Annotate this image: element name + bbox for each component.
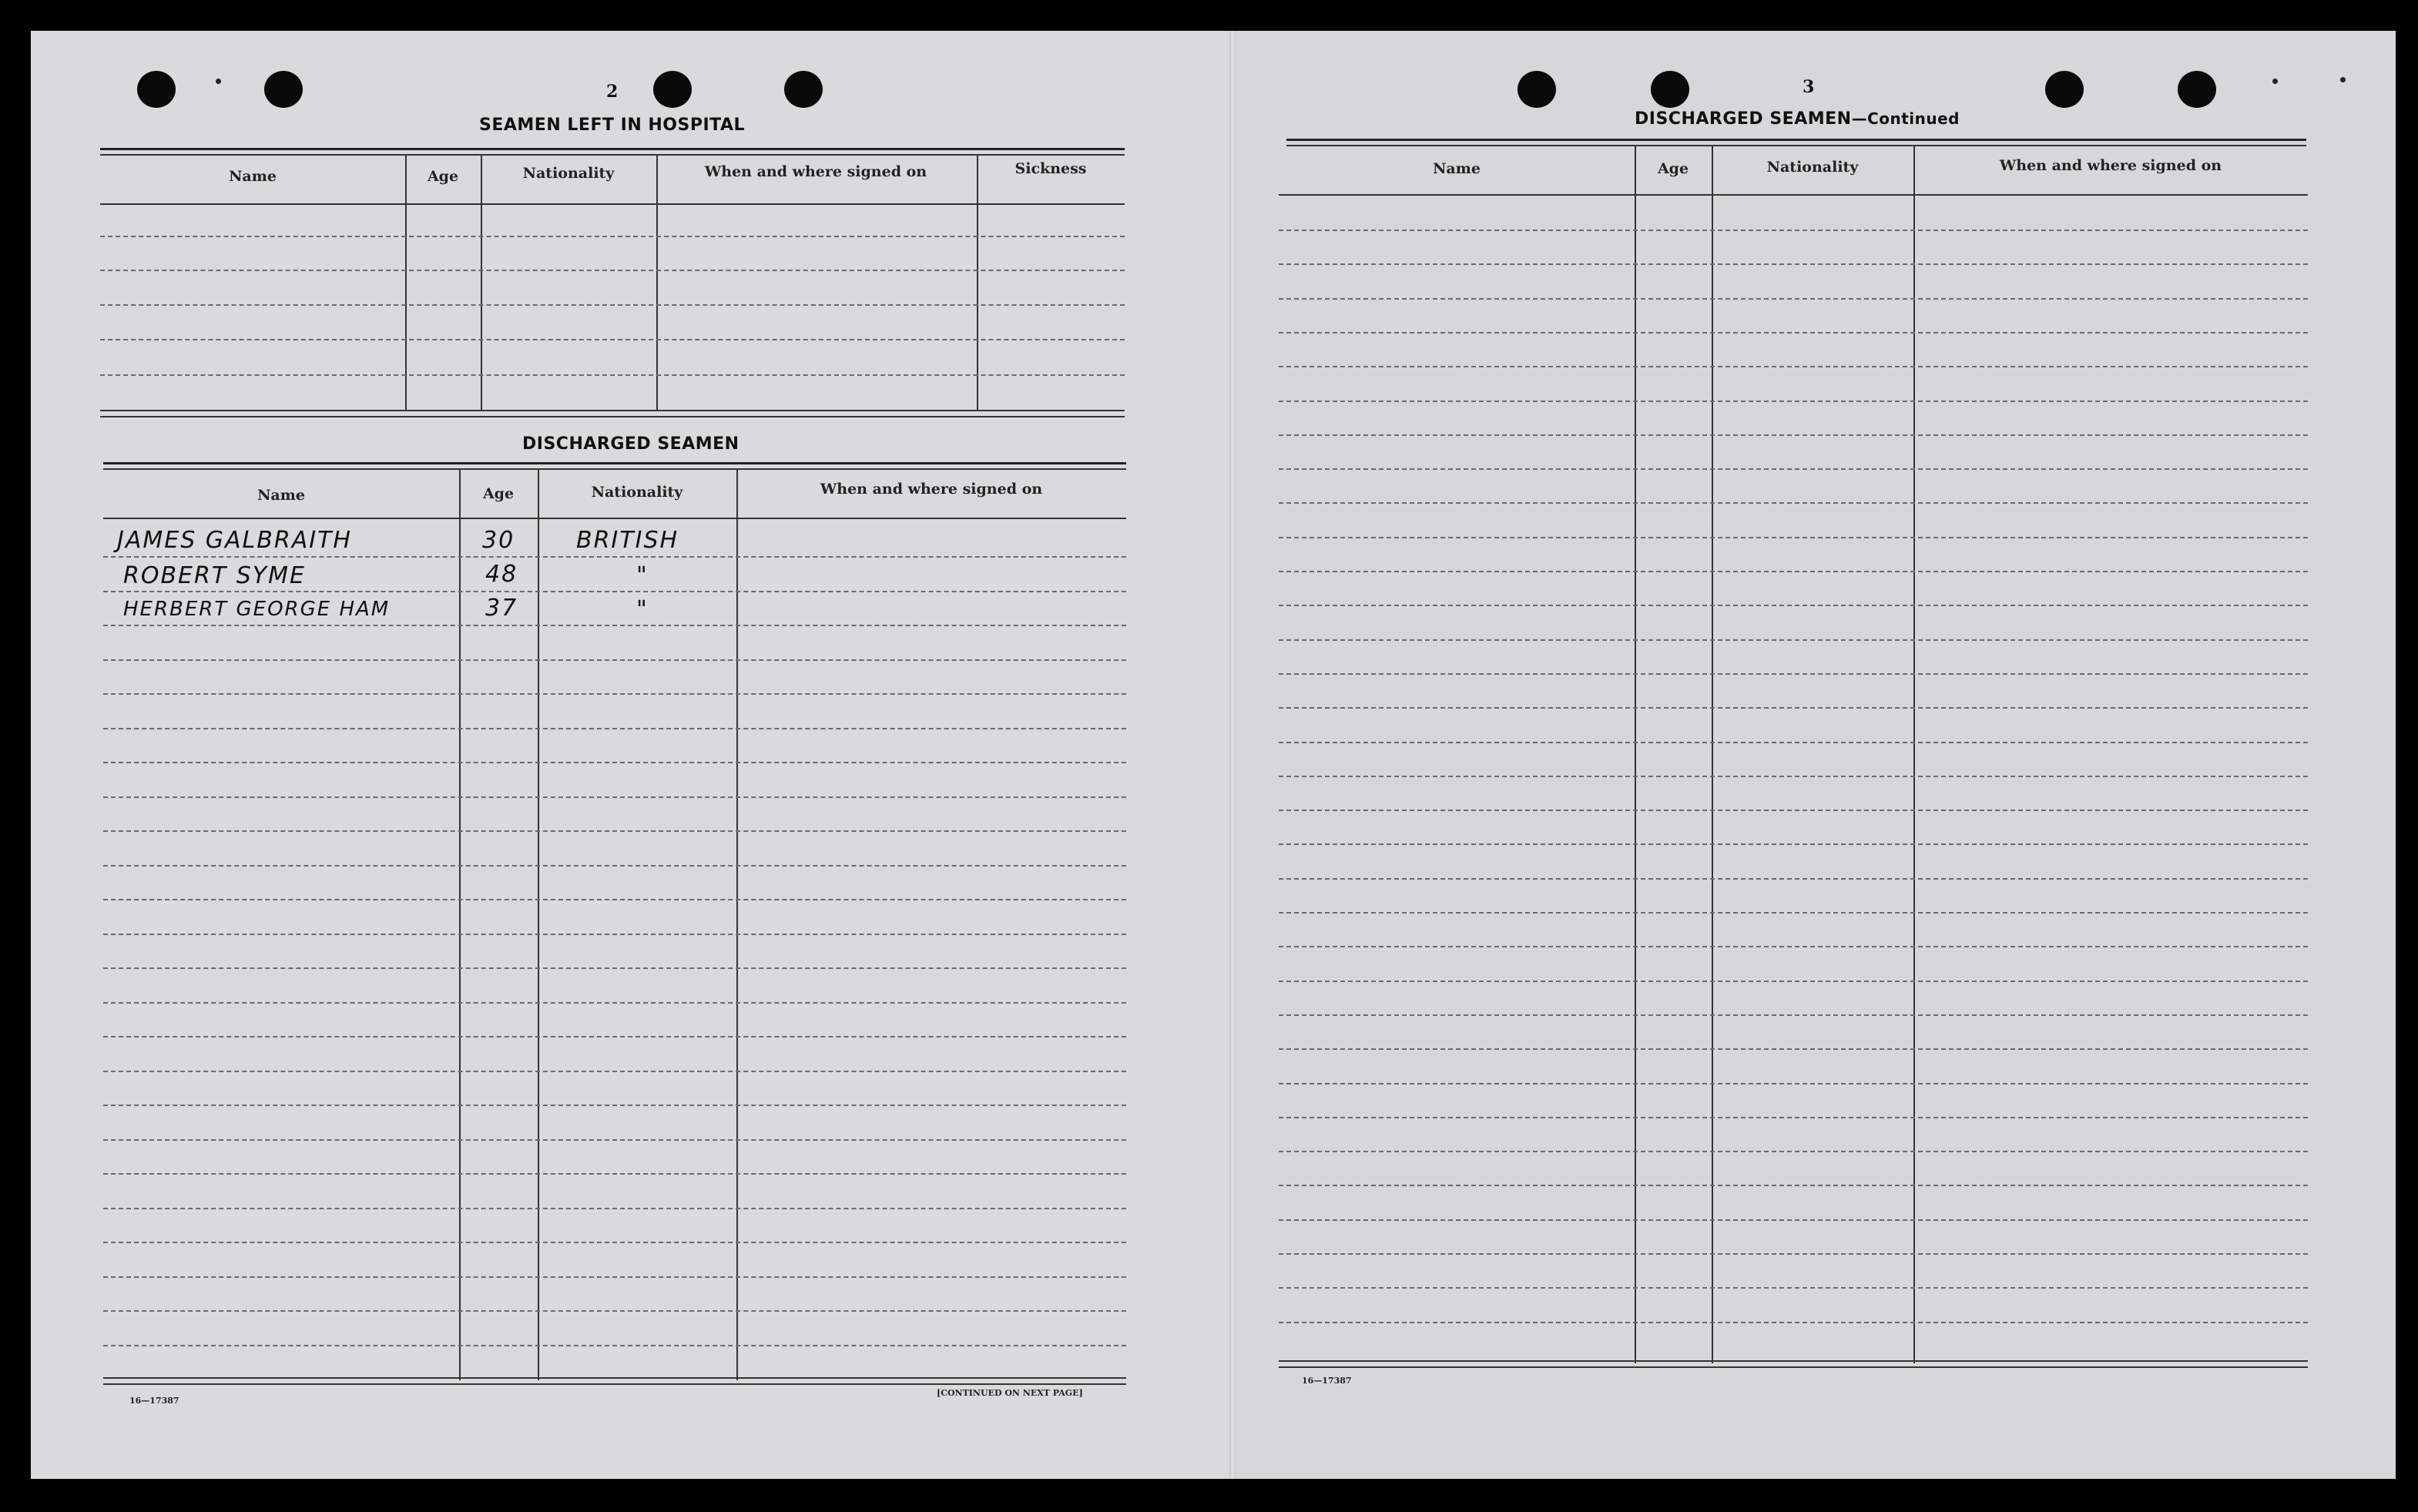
- form-row-line: [1279, 1117, 2308, 1118]
- form-row-line: [1279, 776, 2308, 777]
- page-number: 3: [1803, 77, 1815, 97]
- form-row-line: [1279, 263, 2308, 265]
- form-row-line: [1279, 434, 2308, 436]
- form-row-line: [1279, 878, 2308, 880]
- continued-note: [CONTINUED ON NEXT PAGE]: [937, 1388, 1083, 1398]
- punch-hole: [1651, 71, 1689, 108]
- hospital-bottom-rule: [100, 416, 1125, 417]
- form-row-line: [103, 934, 1126, 935]
- discharged-col-divider: [736, 468, 738, 1380]
- form-row-line: [103, 1345, 1126, 1346]
- discharged-col-signed-on: When and where signed on: [820, 481, 1043, 498]
- form-row-line: [103, 728, 1126, 729]
- speck: [2272, 79, 2278, 84]
- form-row-line: [103, 830, 1126, 832]
- hospital-col-divider: [656, 154, 658, 411]
- hospital-row-line: [100, 304, 1125, 306]
- form-row-line: [103, 1242, 1126, 1243]
- entry-age: 48: [485, 561, 518, 588]
- form-row-line: [103, 625, 1126, 626]
- entry-name: HERBERT GEORGE HAM: [123, 598, 391, 621]
- right-page: [1232, 31, 2396, 1479]
- form-row-line: [1279, 1287, 2308, 1289]
- form-row-line: [1279, 946, 2308, 947]
- form-row-line: [103, 1105, 1126, 1106]
- form-row-line: [1279, 1014, 2308, 1016]
- form-row-line: [103, 693, 1126, 695]
- form-bottom-rule: [1279, 1366, 2308, 1368]
- form-row-line: [103, 1208, 1126, 1209]
- form-row-line: [103, 865, 1126, 867]
- form-number: 16—17387: [129, 1396, 179, 1406]
- entry-nationality: BRITISH: [576, 527, 679, 554]
- entry-nationality: ": [636, 562, 649, 589]
- discharged-header-rule: [103, 518, 1126, 519]
- center-fold: [1229, 31, 1236, 1479]
- form-row-line: [1279, 230, 2308, 231]
- hospital-bottom-rule: [100, 410, 1125, 411]
- hospital-row-line: [100, 236, 1125, 237]
- page-number: 2: [606, 82, 619, 102]
- form-row-line: [103, 556, 1126, 558]
- right-col-divider: [1913, 145, 1915, 1363]
- right-header-rule: [1279, 194, 2308, 196]
- punch-hole: [1518, 71, 1556, 108]
- form-row-line: [1279, 1185, 2308, 1186]
- form-row-line: [1279, 401, 2308, 402]
- right-col-nationality: Nationality: [1766, 159, 1859, 176]
- hospital-top-rule: [100, 154, 1125, 156]
- form-row-line: [103, 967, 1126, 969]
- hospital-col-name: Name: [229, 168, 277, 185]
- form-bottom-rule: [1279, 1360, 2308, 1362]
- form-row-line: [1279, 981, 2308, 982]
- entry-age: 30: [482, 527, 515, 554]
- right-top-rule: [1286, 145, 2306, 146]
- entry-age: 37: [485, 595, 518, 622]
- hospital-col-divider: [977, 154, 978, 411]
- discharged-col-nationality: Nationality: [591, 484, 683, 501]
- discharged-col-divider: [459, 468, 461, 1380]
- form-row-line: [1279, 810, 2308, 811]
- hospital-col-signed-on: When and where signed on: [704, 163, 927, 180]
- form-bottom-rule: [103, 1383, 1126, 1385]
- form-row-line: [103, 1139, 1126, 1141]
- right-col-signed-on: When and where signed on: [1999, 157, 2222, 174]
- form-row-line: [1279, 468, 2308, 470]
- form-row-line: [1279, 673, 2308, 675]
- form-row-line: [1279, 502, 2308, 504]
- form-row-line: [1279, 537, 2308, 538]
- form-row-line: [1279, 1253, 2308, 1255]
- punch-hole: [137, 71, 176, 108]
- hospital-col-age: Age: [427, 168, 459, 185]
- punch-hole: [653, 71, 692, 108]
- form-row-line: [103, 762, 1126, 763]
- form-row-line: [1279, 1219, 2308, 1221]
- form-row-line: [103, 1071, 1126, 1072]
- discharged-col-name: Name: [257, 487, 305, 504]
- form-row-line: [1279, 843, 2308, 845]
- discharged-title: DISCHARGED SEAMEN: [522, 434, 739, 454]
- discharged-col-divider: [538, 468, 539, 1380]
- discharged-top-rule: [103, 462, 1126, 464]
- entry-name: JAMES GALBRAITH: [117, 527, 352, 554]
- form-row-line: [1279, 1083, 2308, 1085]
- form-row-line: [1279, 332, 2308, 334]
- form-row-line: [1279, 1322, 2308, 1323]
- entry-nationality: ": [636, 596, 649, 623]
- form-bottom-rule: [103, 1377, 1126, 1379]
- right-col-divider: [1712, 145, 1713, 1363]
- form-row-line: [103, 1036, 1126, 1038]
- form-row-line: [103, 591, 1126, 592]
- right-col-name: Name: [1433, 160, 1481, 177]
- form-row-line: [1279, 639, 2308, 641]
- hospital-row-line: [100, 339, 1125, 340]
- hospital-col-nationality: Nationality: [522, 165, 615, 182]
- hospital-col-sickness: Sickness: [1014, 160, 1087, 177]
- form-row-line: [1279, 707, 2308, 709]
- form-row-line: [103, 1310, 1126, 1312]
- hospital-row-line: [100, 374, 1125, 376]
- form-row-line: [103, 1002, 1126, 1004]
- punch-hole: [2178, 71, 2216, 108]
- form-number: 16—17387: [1302, 1376, 1352, 1386]
- speck: [2340, 77, 2346, 82]
- form-row-line: [1279, 912, 2308, 914]
- speck: [216, 79, 221, 84]
- hospital-title: SEAMEN LEFT IN HOSPITAL: [479, 116, 746, 135]
- form-row-line: [103, 1276, 1126, 1278]
- form-row-line: [1279, 1048, 2308, 1050]
- punch-hole: [784, 71, 823, 108]
- hospital-col-divider: [481, 154, 482, 411]
- form-row-line: [1279, 366, 2308, 367]
- entry-name: ROBERT SYME: [123, 562, 306, 589]
- hospital-top-rule: [100, 148, 1125, 150]
- discharged-continued-title: DISCHARGED SEAMEN—Continued: [1635, 109, 1960, 129]
- punch-hole: [2045, 71, 2084, 108]
- right-top-rule: [1286, 139, 2306, 141]
- left-page: [31, 31, 1232, 1479]
- form-row-line: [1279, 1151, 2308, 1152]
- hospital-col-divider: [405, 154, 407, 411]
- form-row-line: [103, 899, 1126, 900]
- right-col-divider: [1635, 145, 1636, 1363]
- form-row-line: [1279, 742, 2308, 743]
- right-col-age: Age: [1657, 160, 1689, 177]
- punch-hole: [264, 71, 303, 108]
- hospital-row-line: [100, 270, 1125, 271]
- form-row-line: [1279, 571, 2308, 572]
- form-row-line: [103, 1173, 1126, 1175]
- discharged-col-age: Age: [482, 485, 515, 502]
- form-row-line: [1279, 298, 2308, 300]
- form-row-line: [103, 796, 1126, 798]
- form-row-line: [103, 659, 1126, 661]
- discharged-top-rule: [103, 468, 1126, 470]
- form-row-line: [1279, 605, 2308, 606]
- hospital-header-rule: [100, 203, 1125, 205]
